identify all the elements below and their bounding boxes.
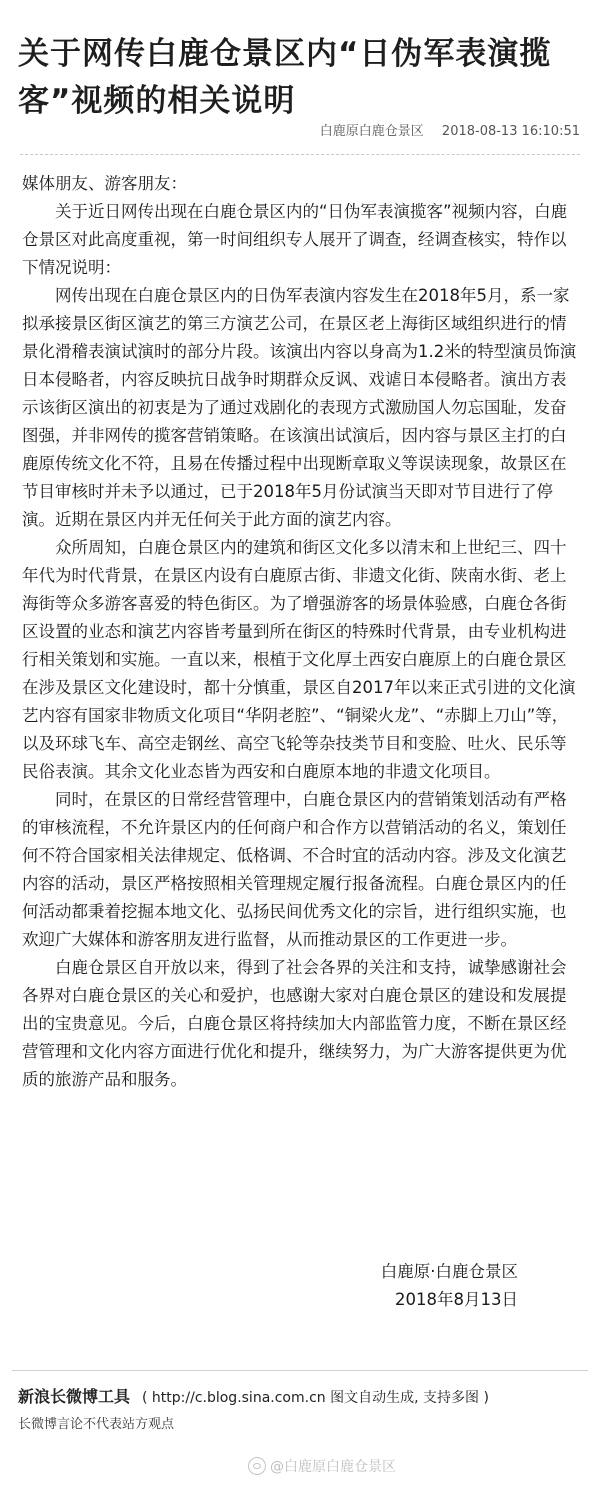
watermark-text: @白鹿原白鹿仓景区 [270,1459,396,1475]
watermark [248,1456,396,1476]
signature-org: 白鹿原·白鹿仓景区 [380,1262,518,1281]
article-body [22,170,582,1094]
tool-name[interactable]: 新浪长微博工具 [18,1387,131,1406]
paragraph-thanks: 白鹿仓景区自开放以来，得到了社会各界的关注和支持，诚挚感谢社会各界对白鹿仓景区的关心和爱护，也感谢大家对白鹿仓景区的建设和发展提出的宝贵意见。今后，白鹿仓景区将持续加大内部监管力度，不断在景区经营管理和文化内容方面进行优化和提升，继续努力，为广大游客提供更为优质的旅游产品和服务。 [22,958,567,1089]
page-title: 关于网传白鹿仓景区内“日伪军表演揽客”视频的相关说明 [18,35,552,119]
disclaimer: 长微博言论不代表站方观点 [18,1417,175,1432]
source-link[interactable]: 白鹿原白鹿仓景区 [319,124,424,139]
article-meta [306,120,580,139]
tool-description: ( http://c.blog.sina.com.cn 图文自动生成, 支持多图 ) [142,1390,489,1406]
title-divider [20,154,580,155]
paragraph-incident: 网传出现在白鹿仓景区内的日伪军表演内容发生在2018年5月，系一家拟承接景区街区演艺的第三方演艺公司，在景区老上海街区域组织进行的情景化滑稽表演试演时的部分片段。该演出内容以身高为1.2米的特型演员饰演日本侵略者，内容反映抗日战争时期群众反讽、戏谑日本侵略者。演出方表示该街区演出的初衷是为了通过戏剧化的表现方式激励国人勿忘国耻，发奋图强，并非网传的揽客营销策略。在该演出试演后，因内容与景区主打的白鹿原传统文化不符，且易在传播过程中出现断章取义等误读现象，故景区在节目审核时并未予以通过，已于2018年5月份试演当天即对节目进行了停演。近期在景区内并无任何关于此方面的演艺内容。 [22,286,577,529]
footer-divider [12,1370,588,1371]
timestamp: 2018-08-13 16:10:51 [441,124,580,139]
salutation: 媒体朋友、游客朋友： [22,174,187,193]
paragraph-management: 同时，在景区的日常经营管理中，白鹿仓景区内的营销策划活动有严格的审核流程，不允许景区内的任何商户和合作方以营销活动的名义，策划任何不符合国家相关法律规定、低格调、不合时宜的活动内容。涉及文化演艺内容的活动，景区严格按照相关管理规定履行报备流程。白鹿仓景区内的任何活动都秉着挖掘本地文化、弘扬民间优秀文化的宗旨，进行组织实施，也欢迎广大媒体和游客朋友进行监督，从而推动景区的工作更进一步。 [22,790,567,949]
tool-credit [18,1384,489,1407]
signature [0,1258,560,1314]
weibo-icon [248,1457,266,1475]
signature-date: 2018年8月13日 [395,1290,518,1309]
paragraph-culture: 众所周知，白鹿仓景区内的建筑和街区文化多以清末和上世纪三、四十年代为时代背景，在景区内设有白鹿原古街、非遗文化街、陕南水街、老上海街等众多游客喜爱的特色街区。为了增强游客的场景体验感，白鹿仓各街区设置的业态和演艺内容皆考量到所在街区的特殊时代背景，由专业机构进行相关策划和实施。一直以来，根植于文化厚土西安白鹿原上的白鹿仓景区在涉及景区文化建设时，都十分慎重，景区自2017年以来正式引进的文化演艺内容有国家非物质文化项目“华阴老腔”、“铜梁火龙”、“赤脚上刀山”等，以及环球飞车、高空走钢丝、高空飞轮等杂技类节目和变脸、吐火、民乐等民俗表演。其余文化业态皆为西安和白鹿原本地的非遗文化项目。 [22,538,576,781]
paragraph-intro: 关于近日网传出现在白鹿仓景区内的“日伪军表演揽客”视频内容，白鹿仓景区对此高度重视，第一时间组织专人展开了调查，经调查核实，特作以下情况说明： [22,202,568,277]
